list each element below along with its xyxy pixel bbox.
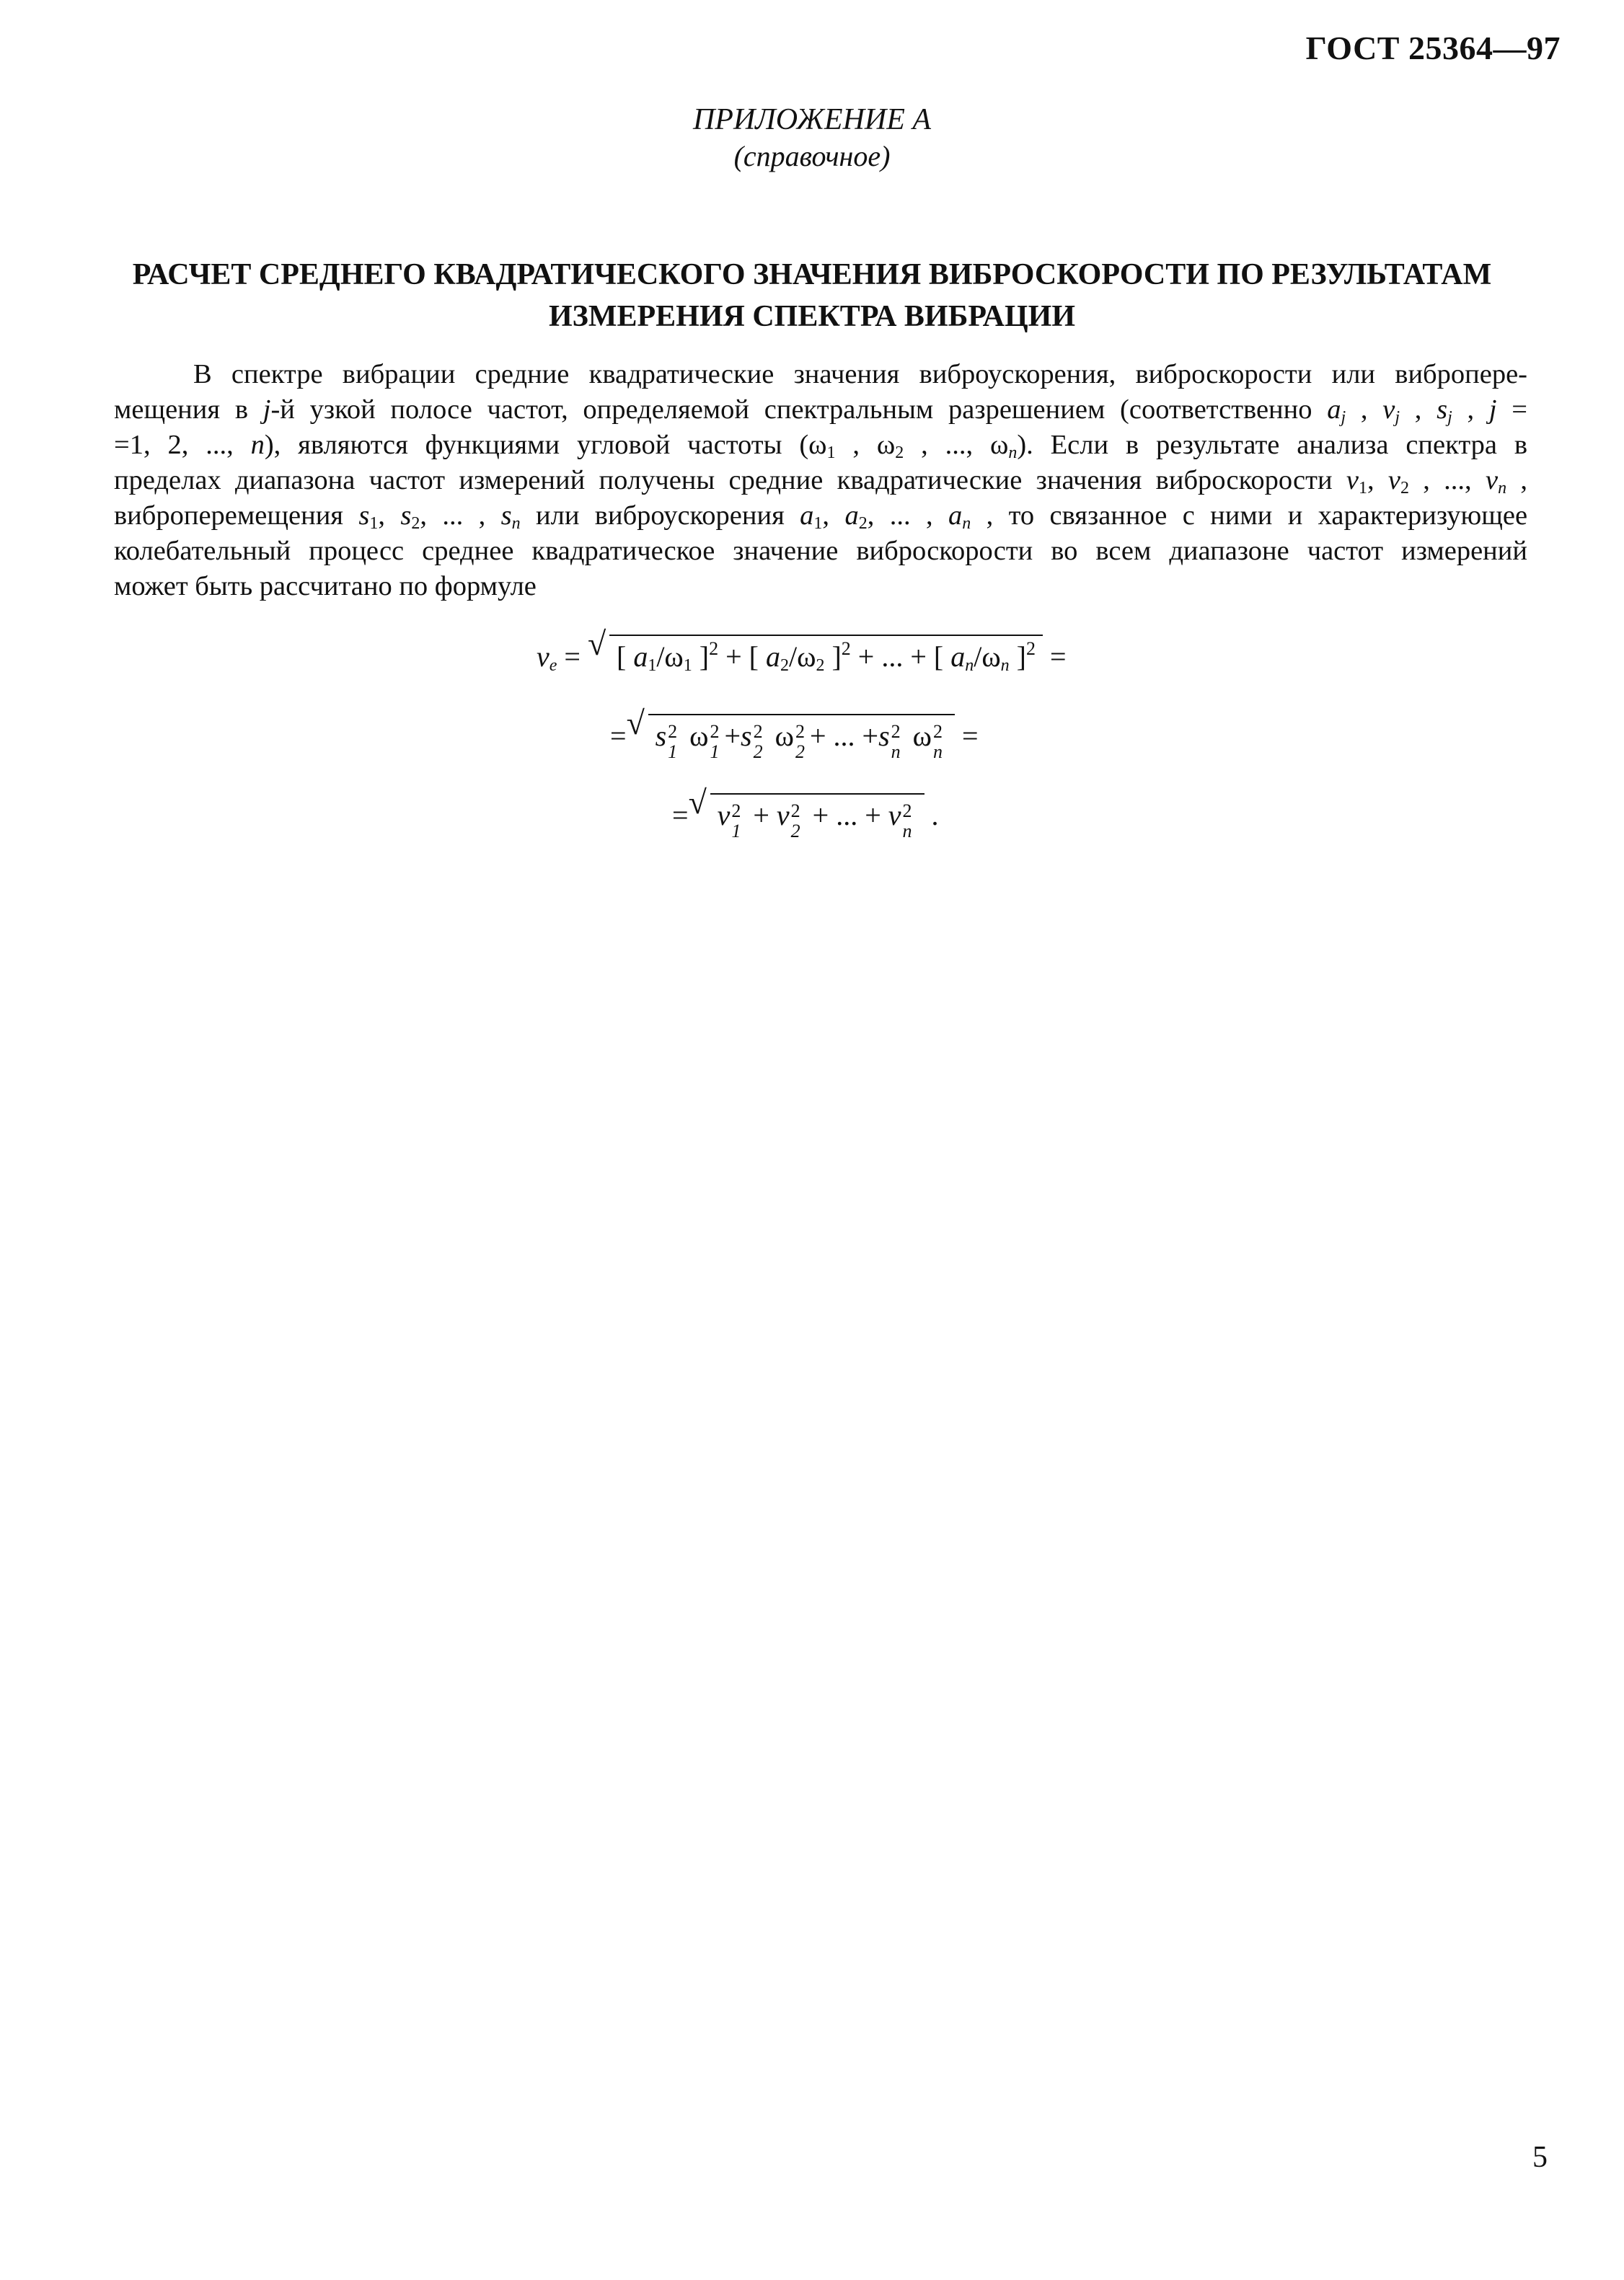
appendix-subtitle: (справочное) <box>733 140 891 172</box>
paragraph-line-1: В спектре вибрации средние квадратические значения виброускорения, виброскорости или вибропере- <box>193 359 1527 389</box>
paragraph-text: , то связанное с ними и характеризующее <box>986 500 1528 531</box>
paragraph-line-4: пределах диапазона частот измерений получены средние квадратические значения виброскорости $v_1$, $v_2$ , ..., $v_n$ , <box>114 465 1527 498</box>
paragraph-text: или виброускорения <box>520 500 800 531</box>
paragraph-text: ), являются функциями угловой частоты ( <box>264 430 809 460</box>
paragraph-line-7: может быть рассчитано по формуле <box>114 571 537 601</box>
paragraph-line-6: колебательный процесс среднее квадратическое значение виброскорости во всем диапазоне частот измерений <box>114 536 1527 566</box>
paragraph-text: пределах диапазона частот измерений получены средние квадратические значения виброскорости <box>114 465 1346 495</box>
appendix-header <box>0 101 1624 174</box>
paragraph-line-2: мещения в j-й узкой полосе частот, определяемой спектральным разрешением (соответственно $a_j$ , $v_j$ , $s_j$ , j = <box>114 394 1528 427</box>
paragraph-text: =1, 2, ..., <box>114 430 251 460</box>
formula-line-1: $v_e$ = √ [ $a_1/\omega_1$ ]$^2$ + [ $a_2/\omega_2$ ]$^2$ + ... + [ $a_n/\omega_n$ ]$^2$ = <box>537 625 1067 675</box>
square-root: √ [ $a_1/\omega_1$ ]$^2$ + [ $a_2/\omega_2$ ]$^2$ + ... + [ $a_n/\omega_n$ ]$^2$ <box>588 635 1043 675</box>
section-heading-line-1: РАСЧЕТ СРЕДНЕГО КВАДРАТИЧЕСКОГО ЗНАЧЕНИЯ ВИБРОСКОРОСТИ ПО РЕЗУЛЬТАТАМ <box>132 258 1492 291</box>
document-code: ГОСТ 25364—97 <box>1305 30 1561 66</box>
square-root: √ v 2 1 + v 2 2 + ... + v 2 n <box>689 793 924 834</box>
paragraph-text: мещения в <box>114 394 263 425</box>
formula-line-2: = √ s 2 1 ω 2 1 +s 2 2 ω 2 2 + ... +s 2 n ω 2 n = <box>610 704 979 762</box>
paragraph-text: ). Если в результате анализа спектра в <box>1017 430 1528 460</box>
formula-line-3: = √ v 2 1 + v 2 2 + ... + v 2 n . <box>672 784 939 841</box>
square-root: √ s 2 1 ω 2 1 +s 2 2 ω 2 2 + ... +s 2 n ω 2 n <box>627 714 955 754</box>
paragraph-text: -й узкой полосе частот, определяемой спектральным разрешением (соответственно <box>270 394 1328 425</box>
section-heading <box>108 254 1516 337</box>
page-number: 5 <box>1532 2141 1548 2174</box>
paragraph-line-3: =1, 2, ..., n), являются функциями угловой частоты ($\omega_1$ , $\omega_2$ , ..., $\omega_n$). Если в результате анализа спектра в <box>114 430 1528 462</box>
body-paragraph <box>114 357 1527 604</box>
paragraph-text: виброперемещения <box>114 500 359 531</box>
appendix-title: ПРИЛОЖЕНИЕ А <box>692 103 932 136</box>
section-heading-line-2: ИЗМЕРЕНИЯ СПЕКТРА ВИБРАЦИИ <box>549 300 1075 333</box>
paragraph-line-5: виброперемещения $s_1$, $s_2$, ... , $s_n$ или виброускорения $a_1$, $a_2$, ... , $a_n$ , то связанное с ними и характеризующее <box>114 500 1528 533</box>
